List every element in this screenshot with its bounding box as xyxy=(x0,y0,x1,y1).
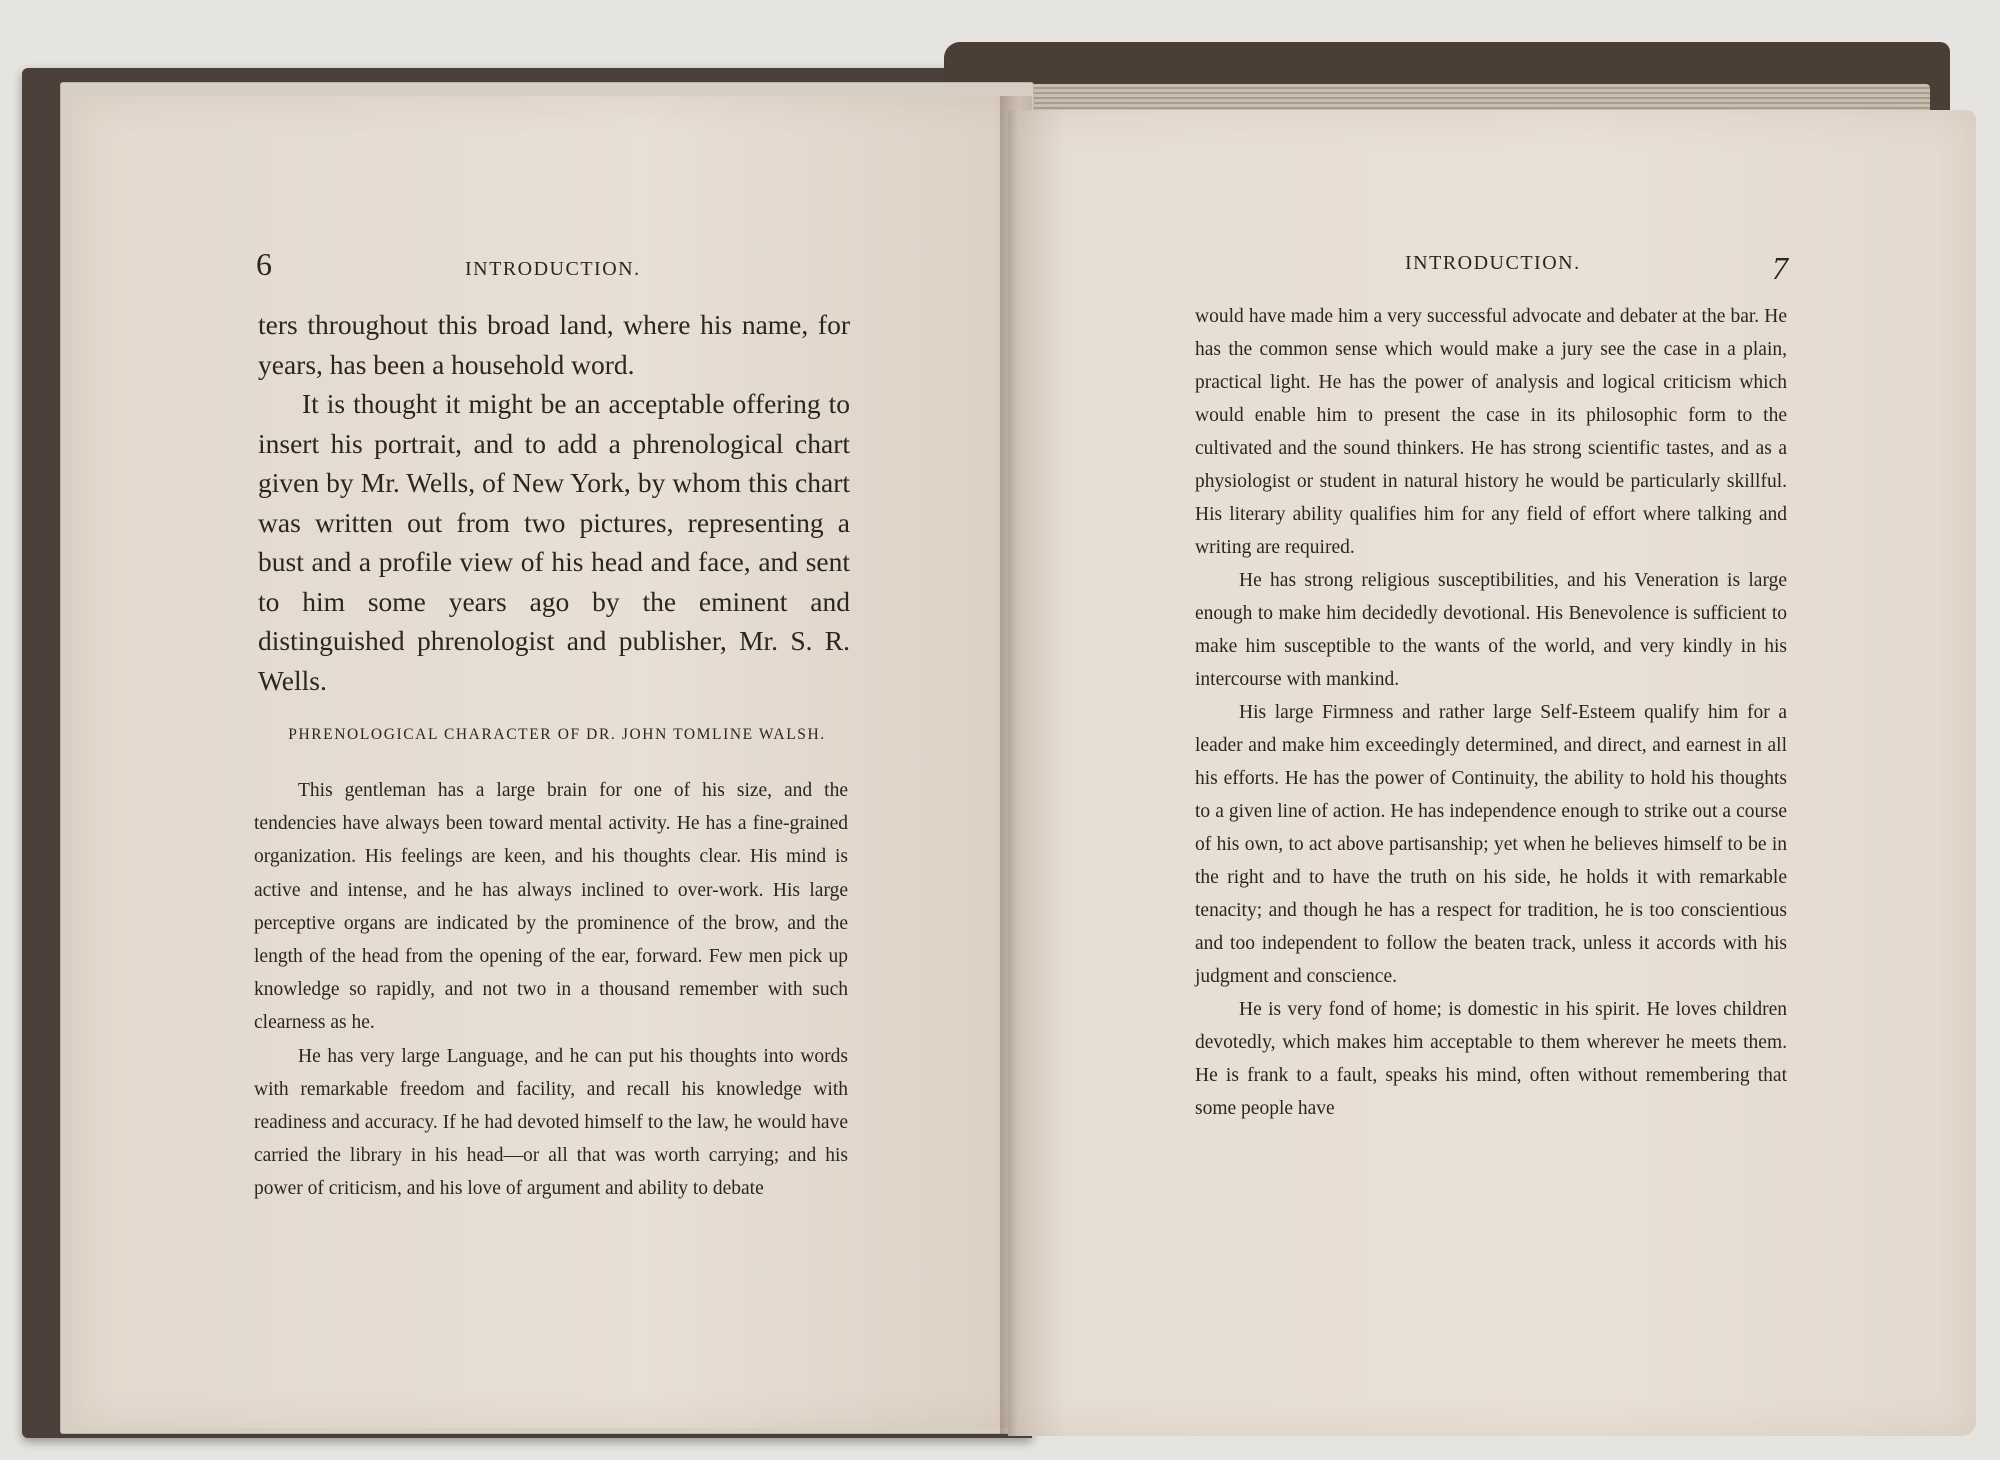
right-body-text xyxy=(1195,300,1787,1125)
right-page-number: 7 xyxy=(1772,250,1788,286)
section-heading: PHRENOLOGICAL CHARACTER OF DR. JOHN TOMLINE WALSH. xyxy=(288,726,826,743)
left-running-head: INTRODUCTION. xyxy=(465,258,641,280)
intro-paragraph: ters throughout this broad land, where his name, for years, has been a household word. xyxy=(258,309,850,380)
left-page-number: 6 xyxy=(256,246,272,282)
body-paragraph: He has strong religious susceptibilities, and his Veneration is large enough to make him decidedly devotional. His Benevolence is sufficient to make him susceptible to the wants of the world, and very kindly in his intercourse with mankind. xyxy=(1195,570,1787,690)
right-running-head: INTRODUCTION. xyxy=(1405,252,1581,274)
left-intro-text xyxy=(258,305,850,700)
body-paragraph: His large Firmness and rather large Self-Esteem qualify him for a leader and make him exceedingly determined, and direct, and earnest in all his efforts. He has the power of Continuity, the ability to hold his thoughts to a given line of action. He has independence enough to strike out a course of his own, to act above partisanship; yet when he believes himself to be in the right and to have the truth on his side, he holds it with remarkable tenacity; and though he has a respect for tradition, he is too conscientious and too independent to follow the beaten track, unless it accords with his judgment and conscience. xyxy=(1195,702,1787,987)
body-paragraph: He has very large Language, and he can put his thoughts into words with remarkable freedom and facility, and recall his knowledge with readiness and accuracy. If he had devoted himself to the law, he would have carried the library in his head—or all that was worth carrying; and his power of criticism, and his love of argument and ability to debate xyxy=(254,1045,848,1200)
intro-paragraph: It is thought it might be an acceptable offering to insert his portrait, and to add a phrenological chart given by Mr. Wells, of New York, by whom this chart was written out from two pictures, representing a bust and a profile view of his head and face, and sent to him some years ago by the eminent and distinguished phrenologist and publisher, Mr. S. R. Wells. xyxy=(258,388,850,696)
left-page xyxy=(72,96,1032,1428)
body-paragraph: He is very fond of home; is domestic in his spirit. He loves children devotedly, which makes him acceptable to them wherever he meets them. He is frank to a fault, speaks his mind, often without remembering that some people have xyxy=(1195,999,1787,1119)
left-body-text xyxy=(254,774,848,1206)
body-paragraph: would have made him a very successful advocate and debater at the bar. He has the common sense which would make a jury see the case in a plain, practical light. He has the power of analysis and logical criticism which would enable him to present the case in its philosophic form to the cultivated and the sound thinkers. He has strong scientific tastes, and as a physiologist or student in natural history he would be particularly skillful. His literary ability qualifies him for any field of effort where talking and writing are required. xyxy=(1195,306,1787,558)
book-gutter xyxy=(1000,96,1018,1436)
body-paragraph: This gentleman has a large brain for one of his size, and the tendencies have always been toward mental activity. He has a fine-grained organization. His feelings are keen, and his thoughts clear. His mind is active and intense, and he has always inclined to over-work. His large perceptive organs are indicated by the prominence of the brow, and the length of the head from the opening of the ear, forward. Few men pick up knowledge so rapidly, and not two in a thousand remember with such clearness as he. xyxy=(254,780,848,1034)
